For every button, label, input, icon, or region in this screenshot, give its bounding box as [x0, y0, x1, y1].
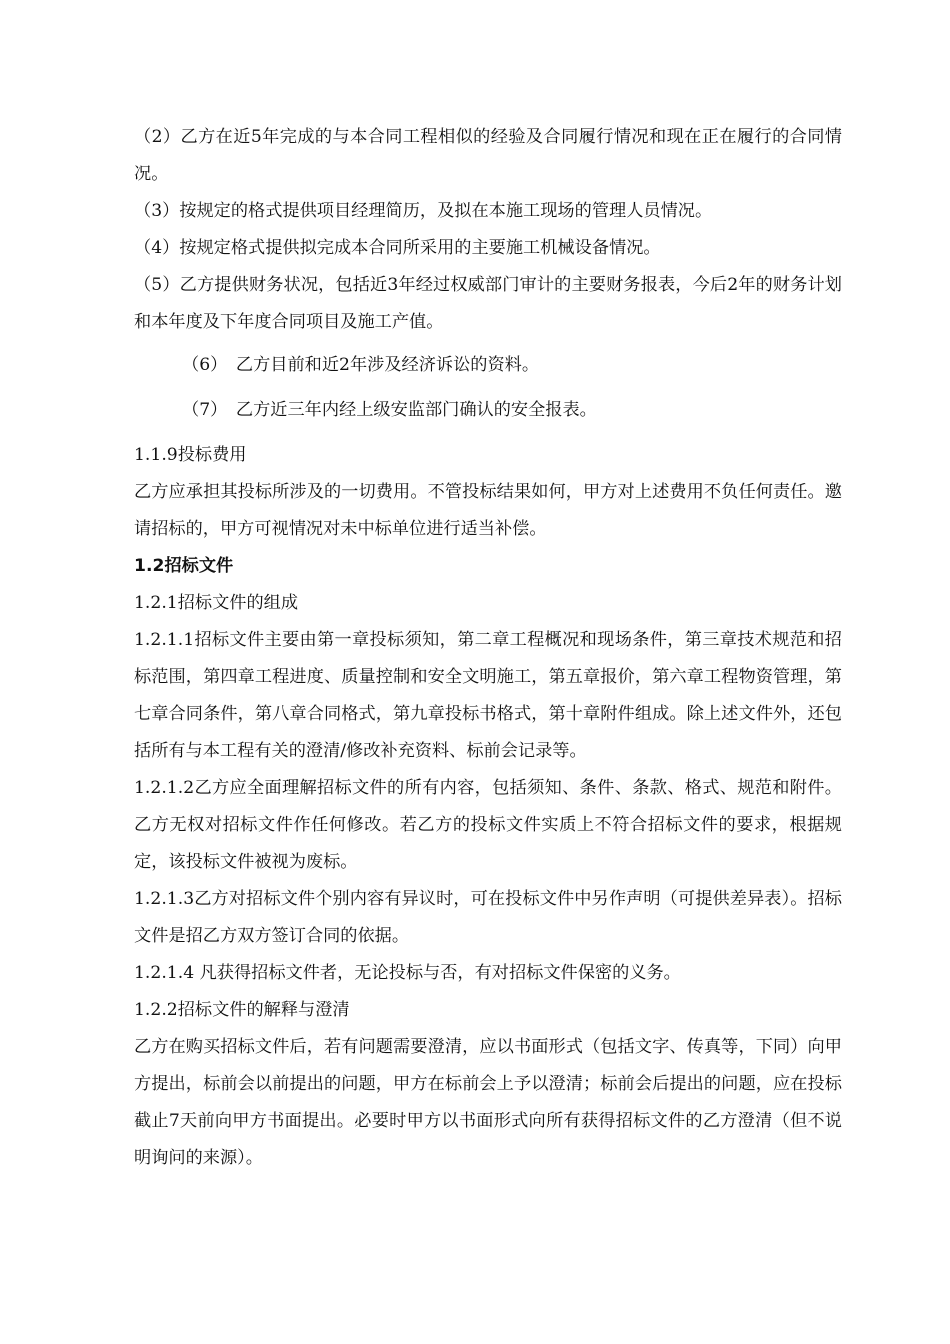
paragraph-clarification: 乙方在购买招标文件后，若有问题需要澄清，应以书面形式（包括文字、传真等，下同）向甲方提出，标前会以前提出的问题，甲方在标前会上予以澄清；标前会后提出的问题，应在投标截止7天前向甲方书面提出。必要时甲方以书面形式向所有获得招标文件的乙方澄清（但不说明询问的来源）。 — [134, 1037, 842, 1168]
paragraph-item-6: （6） 乙方目前和近2年涉及经济诉讼的资料。 — [182, 355, 540, 375]
paragraph-item-5: （5）乙方提供财务状况，包括近3年经过权威部门审计的主要财务报表，今后2年的财务计划和本年度及下年度合同项目及施工产值。 — [134, 275, 842, 332]
paragraph-bidding-cost: 乙方应承担其投标所涉及的一切费用。不管投标结果如何，甲方对上述费用不负任何责任。邀请招标的，甲方可视情况对未中标单位进行适当补偿。 — [134, 482, 842, 539]
section-heading-1-1-9: 1.1.9投标费用 — [134, 445, 247, 465]
section-heading-1-2-2: 1.2.2招标文件的解释与澄清 — [134, 1000, 350, 1020]
paragraph-item-3: （3）按规定的格式提供项目经理简历，及拟在本施工现场的管理人员情况。 — [134, 201, 713, 221]
section-heading-1-2-1: 1.2.1招标文件的组成 — [134, 593, 299, 613]
paragraph-1-2-1-1: 1.2.1.1招标文件主要由第一章投标须知，第二章工程概况和现场条件，第三章技术规范和招标范围，第四章工程进度、质量控制和安全文明施工，第五章报价，第六章工程物资管理，第七章合同条件，第八章合同格式，第九章投标书格式，第十章附件组成。除上述文件外，还包括所有与本工程有关的澄清/修改补充资料、标前会记录等。 — [134, 630, 842, 761]
paragraph-1-2-1-3: 1.2.1.3乙方对招标文件个别内容有异议时，可在投标文件中另作声明（可提供差异表）。招标文件是招乙方双方签订合同的依据。 — [134, 889, 842, 946]
section-heading-1-2: 1.2招标文件 — [134, 556, 234, 576]
document-body — [134, 119, 842, 1177]
paragraph-1-2-1-2: 1.2.1.2乙方应全面理解招标文件的所有内容，包括须知、条件、条款、格式、规范和附件。乙方无权对招标文件作任何修改。若乙方的投标文件实质上不符合招标文件的要求，根据规定，该投标文件被视为废标。 — [134, 778, 842, 872]
paragraph-1-2-1-4: 1.2.1.4 凡获得招标文件者，无论投标与否，有对招标文件保密的义务。 — [134, 963, 681, 983]
paragraph-item-2: （2）乙方在近5年完成的与本合同工程相似的经验及合同履行情况和现在正在履行的合同情况。 — [134, 127, 842, 184]
paragraph-item-4: （4）按规定格式提供拟完成本合同所采用的主要施工机械设备情况。 — [134, 238, 661, 258]
paragraph-item-7: （7） 乙方近三年内经上级安监部门确认的安全报表。 — [182, 400, 597, 420]
